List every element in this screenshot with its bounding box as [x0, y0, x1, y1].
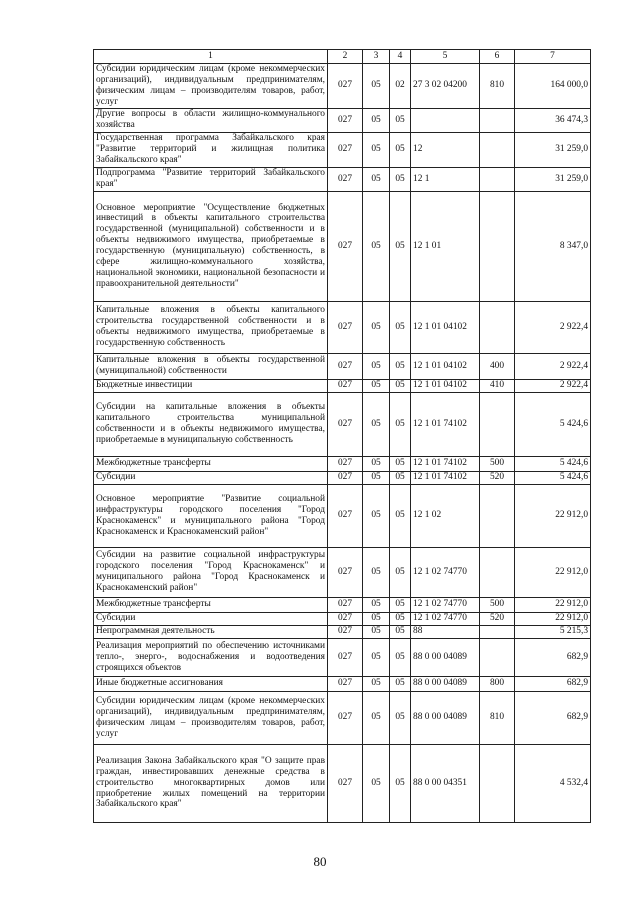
row-subsection-code: 05 — [390, 456, 411, 471]
row-expense-type: 810 — [480, 691, 515, 744]
row-expense-type — [480, 167, 515, 191]
row-amount: 5 424,6 — [515, 392, 591, 456]
table-row — [94, 638, 591, 676]
row-expense-type — [480, 392, 515, 456]
row-subsection-code: 02 — [390, 64, 411, 109]
row-ministry-code: 027 — [328, 353, 363, 379]
row-name: Субсидии на развитие социальной инфраструктуры городского поселения "Город Краснокаменск" и муниципального района "Город Краснокаменск и Краснокаменский район" — [94, 547, 328, 597]
table-row — [94, 691, 591, 744]
table-row — [94, 301, 591, 353]
row-section-code: 05 — [363, 612, 390, 625]
row-subsection-code: 05 — [390, 471, 411, 484]
row-amount: 8 347,0 — [515, 191, 591, 301]
table-row — [94, 612, 591, 625]
row-subsection-code: 05 — [390, 191, 411, 301]
row-target-article: 12 1 01 74102 — [411, 471, 480, 484]
row-name: Межбюджетные трансферты — [94, 456, 328, 471]
row-name: Субсидии — [94, 612, 328, 625]
row-ministry-code: 027 — [328, 471, 363, 484]
header-col-6: 6 — [480, 50, 515, 64]
row-name: Государственная программа Забайкальского края "Развитие территорий и жилищная политика Забайкальского края" — [94, 132, 328, 167]
table-row — [94, 167, 591, 191]
row-subsection-code: 05 — [390, 132, 411, 167]
row-expense-type: 520 — [480, 471, 515, 484]
row-section-code: 05 — [363, 392, 390, 456]
row-expense-type — [480, 484, 515, 547]
row-target-article: 88 0 00 04089 — [411, 676, 480, 691]
row-target-article: 12 1 01 04102 — [411, 301, 480, 353]
row-target-article: 12 — [411, 132, 480, 167]
row-target-article: 12 1 01 74102 — [411, 392, 480, 456]
table-header — [94, 50, 591, 64]
header-col-1: 1 — [94, 50, 328, 64]
row-name: Непрограммная деятельность — [94, 625, 328, 638]
table-row — [94, 547, 591, 597]
row-expense-type — [480, 625, 515, 638]
row-section-code: 05 — [363, 638, 390, 676]
row-name: Субсидии юридическим лицам (кроме некоммерческих организаций), индивидуальным предпринимателям, физическим лицам – производителям товаров, работ, услуг — [94, 691, 328, 744]
row-ministry-code: 027 — [328, 612, 363, 625]
row-expense-type: 810 — [480, 64, 515, 109]
row-ministry-code: 027 — [328, 625, 363, 638]
row-subsection-code: 05 — [390, 625, 411, 638]
row-section-code: 05 — [363, 691, 390, 744]
row-ministry-code: 027 — [328, 108, 363, 132]
row-section-code: 05 — [363, 301, 390, 353]
row-ministry-code: 027 — [328, 676, 363, 691]
row-expense-type — [480, 301, 515, 353]
row-target-article: 88 0 00 04089 — [411, 691, 480, 744]
row-section-code: 05 — [363, 547, 390, 597]
row-ministry-code: 027 — [328, 456, 363, 471]
header-col-5: 5 — [411, 50, 480, 64]
row-amount: 682,9 — [515, 638, 591, 676]
row-ministry-code: 027 — [328, 638, 363, 676]
row-target-article: 12 1 02 74770 — [411, 547, 480, 597]
row-section-code: 05 — [363, 676, 390, 691]
row-name: Основное мероприятие "Развитие социальной инфраструктуры городского поселения "Город Краснокаменск" и муниципального района "Город Краснокаменск и Краснокаменский район" — [94, 484, 328, 547]
row-amount: 682,9 — [515, 676, 591, 691]
row-target-article: 88 0 00 04089 — [411, 638, 480, 676]
row-target-article: 12 1 01 04102 — [411, 353, 480, 379]
row-name: Реализация мероприятий по обеспечению источниками тепло-, энерго-, водоснабжения и водоотведения строящихся объектов — [94, 638, 328, 676]
table-row — [94, 471, 591, 484]
header-col-4: 4 — [390, 50, 411, 64]
row-subsection-code: 05 — [390, 167, 411, 191]
row-section-code: 05 — [363, 191, 390, 301]
row-name: Капитальные вложения в объекты государственной (муниципальной) собственности — [94, 353, 328, 379]
row-expense-type — [480, 191, 515, 301]
table-row — [94, 64, 591, 109]
row-expense-type — [480, 132, 515, 167]
row-amount: 5 215,3 — [515, 625, 591, 638]
row-amount: 22 912,0 — [515, 484, 591, 547]
row-ministry-code: 027 — [328, 191, 363, 301]
row-name: Субсидии юридическим лицам (кроме некоммерческих организаций), индивидуальным предпринимателям, физическим лицам – производителям товаров, работ, услуг — [94, 64, 328, 109]
table-row — [94, 191, 591, 301]
row-ministry-code: 027 — [328, 167, 363, 191]
header-col-2: 2 — [328, 50, 363, 64]
row-subsection-code: 05 — [390, 691, 411, 744]
row-target-article: 88 0 00 04351 — [411, 744, 480, 822]
row-subsection-code: 05 — [390, 392, 411, 456]
row-subsection-code: 05 — [390, 744, 411, 822]
row-subsection-code: 05 — [390, 484, 411, 547]
table-row — [94, 379, 591, 392]
row-subsection-code: 05 — [390, 547, 411, 597]
row-subsection-code: 05 — [390, 676, 411, 691]
table-row — [94, 108, 591, 132]
row-ministry-code: 027 — [328, 392, 363, 456]
table-row — [94, 676, 591, 691]
table-row — [94, 353, 591, 379]
row-target-article: 27 3 02 04200 — [411, 64, 480, 109]
row-target-article: 12 1 02 74770 — [411, 612, 480, 625]
row-name: Субсидии — [94, 471, 328, 484]
row-amount: 31 259,0 — [515, 132, 591, 167]
row-amount: 682,9 — [515, 691, 591, 744]
row-amount: 22 912,0 — [515, 547, 591, 597]
row-amount: 31 259,0 — [515, 167, 591, 191]
row-name: Субсидии на капитальные вложения в объекты капитального строительства муниципальной собственности и в объекты недвижимого имущества, приобретаемые в муниципальную собственность — [94, 392, 328, 456]
row-amount: 5 424,6 — [515, 456, 591, 471]
row-name: Капитальные вложения в объекты капитального строительства государственной собственности и в объекты недвижимого имущества, приобретаемые в государственную собственность — [94, 301, 328, 353]
table-body — [94, 64, 591, 823]
row-expense-type — [480, 547, 515, 597]
row-subsection-code: 05 — [390, 597, 411, 612]
table-row — [94, 132, 591, 167]
row-expense-type: 400 — [480, 353, 515, 379]
row-target-article: 12 1 02 74770 — [411, 597, 480, 612]
row-target-article: 12 1 — [411, 167, 480, 191]
row-expense-type — [480, 638, 515, 676]
row-section-code: 05 — [363, 484, 390, 547]
row-section-code: 05 — [363, 353, 390, 379]
row-name: Основное мероприятие "Осуществление бюджетных инвестиций в объекты капитального строительства государственной (муниципальной) собственности и в объекты недвижимого имущества, приобретаемые в государственную (муниципальную) собственность, в сфере жилищно-коммунального хозяйства, национальной экономики, национальной безопасности и правоохранительной деятельности" — [94, 191, 328, 301]
row-ministry-code: 027 — [328, 132, 363, 167]
row-amount: 2 922,4 — [515, 379, 591, 392]
table-row — [94, 597, 591, 612]
row-target-article: 88 — [411, 625, 480, 638]
row-amount: 36 474,3 — [515, 108, 591, 132]
row-expense-type: 520 — [480, 612, 515, 625]
row-target-article: 12 1 01 74102 — [411, 456, 480, 471]
row-expense-type — [480, 108, 515, 132]
row-amount: 2 922,4 — [515, 301, 591, 353]
row-target-article: 12 1 02 — [411, 484, 480, 547]
row-section-code: 05 — [363, 625, 390, 638]
row-section-code: 05 — [363, 132, 390, 167]
row-name: Реализация Закона Забайкальского края "О защите прав граждан, инвестировавших денежные средства в строительство многоквартирных домов или приобретение жилых помещений на территории Забайкальского края" — [94, 744, 328, 822]
row-target-article — [411, 108, 480, 132]
row-name: Подпрограмма "Развитие территорий Забайкальского края" — [94, 167, 328, 191]
row-subsection-code: 05 — [390, 612, 411, 625]
row-target-article: 12 1 01 — [411, 191, 480, 301]
row-section-code: 05 — [363, 456, 390, 471]
row-subsection-code: 05 — [390, 379, 411, 392]
row-expense-type: 500 — [480, 597, 515, 612]
table-row — [94, 744, 591, 822]
row-name: Бюджетные инвестиции — [94, 379, 328, 392]
row-subsection-code: 05 — [390, 301, 411, 353]
row-ministry-code: 027 — [328, 64, 363, 109]
page-number: 80 — [313, 854, 327, 869]
row-ministry-code: 027 — [328, 547, 363, 597]
row-target-article: 12 1 01 04102 — [411, 379, 480, 392]
table-row — [94, 484, 591, 547]
row-amount: 22 912,0 — [515, 597, 591, 612]
row-ministry-code: 027 — [328, 484, 363, 547]
row-section-code: 05 — [363, 744, 390, 822]
row-amount: 164 000,0 — [515, 64, 591, 109]
table-row — [94, 456, 591, 471]
row-section-code: 05 — [363, 471, 390, 484]
row-amount: 22 912,0 — [515, 612, 591, 625]
row-ministry-code: 027 — [328, 691, 363, 744]
row-ministry-code: 027 — [328, 597, 363, 612]
row-amount: 4 532,4 — [515, 744, 591, 822]
row-subsection-code: 05 — [390, 108, 411, 132]
row-section-code: 05 — [363, 379, 390, 392]
row-ministry-code: 027 — [328, 379, 363, 392]
budget-table — [93, 49, 591, 823]
table-row — [94, 625, 591, 638]
row-name: Другие вопросы в области жилищно-коммунального хозяйства — [94, 108, 328, 132]
row-name: Иные бюджетные ассигнования — [94, 676, 328, 691]
header-row — [94, 50, 591, 64]
header-col-7: 7 — [515, 50, 591, 64]
row-section-code: 05 — [363, 167, 390, 191]
row-name: Межбюджетные трансферты — [94, 597, 328, 612]
row-section-code: 05 — [363, 108, 390, 132]
row-ministry-code: 027 — [328, 744, 363, 822]
row-subsection-code: 05 — [390, 638, 411, 676]
row-subsection-code: 05 — [390, 353, 411, 379]
row-section-code: 05 — [363, 597, 390, 612]
row-ministry-code: 027 — [328, 301, 363, 353]
row-expense-type: 410 — [480, 379, 515, 392]
row-amount: 5 424,6 — [515, 471, 591, 484]
row-expense-type: 500 — [480, 456, 515, 471]
table-row — [94, 392, 591, 456]
row-amount: 2 922,4 — [515, 353, 591, 379]
row-section-code: 05 — [363, 64, 390, 109]
header-col-3: 3 — [363, 50, 390, 64]
row-expense-type: 800 — [480, 676, 515, 691]
row-expense-type — [480, 744, 515, 822]
